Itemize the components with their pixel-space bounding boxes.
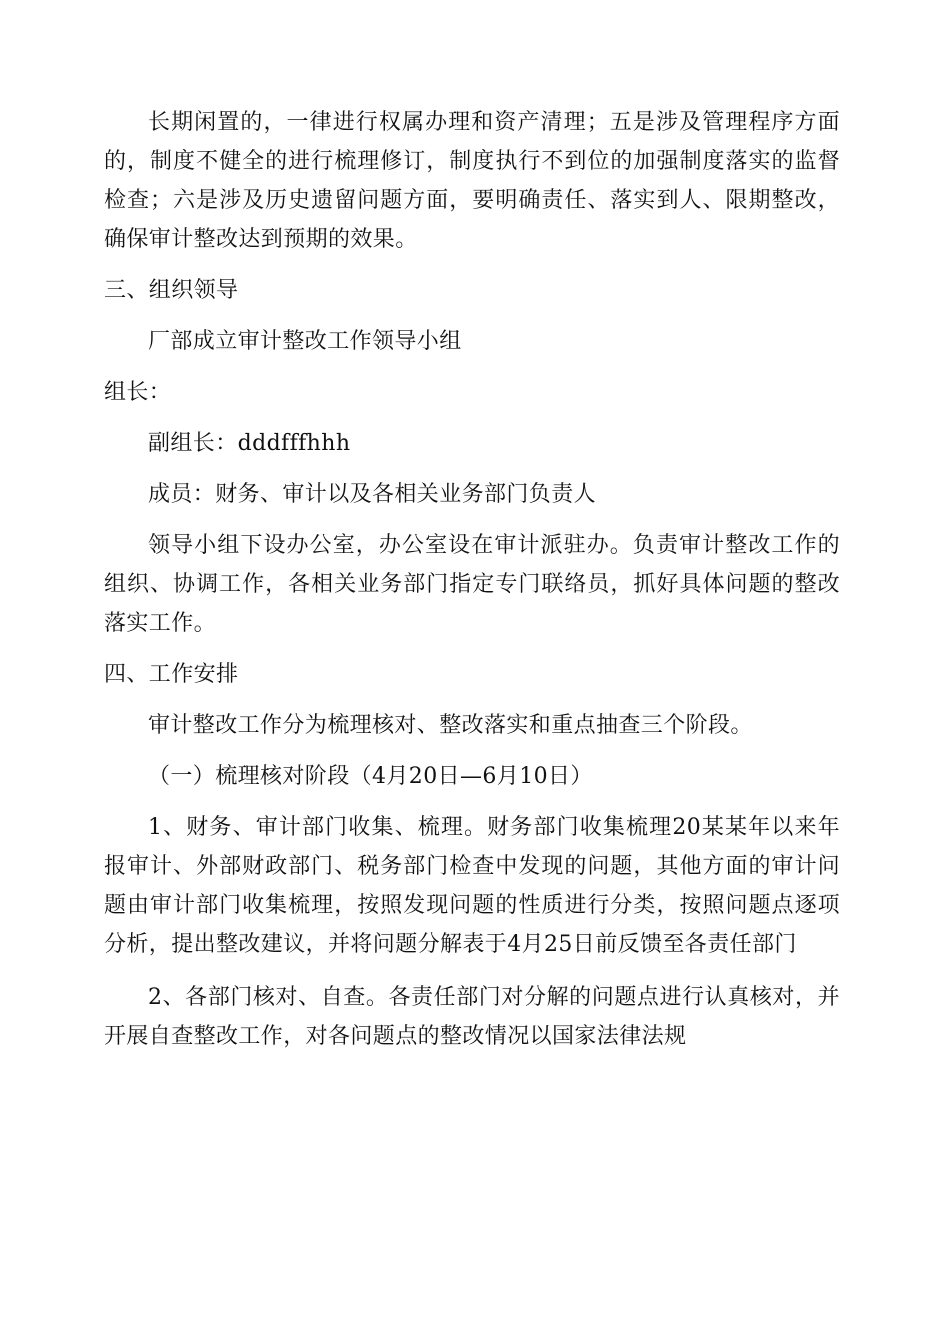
subheading-stage-one: （一）梳理核对阶段（4月20日—6月10日）	[148, 764, 593, 789]
paragraph-item-two: 2、各部门核对、自查。各责任部门对分解的问题点进行认真核对，并开展自查整改工作，对各问题点的整改情况以国家法律法规	[104, 985, 840, 1049]
paragraph-item-one: 1、财务、审计部门收集、梳理。财务部门收集梳理20某某年以来年报审计、外部财政部门、税务部门检查中发现的问题，其他方面的审计问题由审计部门收集梳理，按照发现问题的性质进行分类，按照问题点逐项分析，提出整改建议，并将问题分解表于4月25日前反馈至各责任部门	[104, 815, 840, 957]
paragraph-members: 成员：财务、审计以及各相关业务部门负责人	[148, 482, 597, 507]
section-heading-organization: 三、组织领导	[104, 278, 239, 303]
paragraph-asset-cleanup: 长期闲置的，一律进行权属办理和资产清理；五是涉及管理程序方面的，制度不健全的进行梳理修订，制度执行不到位的加强制度落实的监督检查；六是涉及历史遗留问题方面，要明确责任、落实到人、限期整改，确保审计整改达到预期的效果。	[104, 110, 840, 252]
section-heading-work-arrangement: 四、工作安排	[104, 662, 239, 687]
paragraph-group-leader: 组长：	[104, 380, 172, 405]
paragraph-deputy-leader: 副组长：dddfffhhh	[148, 431, 351, 456]
paragraph-leading-group: 厂部成立审计整改工作领导小组	[148, 329, 462, 354]
paragraph-three-stages: 审计整改工作分为梳理核对、整改落实和重点抽查三个阶段。	[148, 713, 753, 738]
paragraph-office: 领导小组下设办公室，办公室设在审计派驻办。负责审计整改工作的组织、协调工作，各相关业务部门指定专门联络员，抓好具体问题的整改落实工作。	[104, 533, 840, 636]
